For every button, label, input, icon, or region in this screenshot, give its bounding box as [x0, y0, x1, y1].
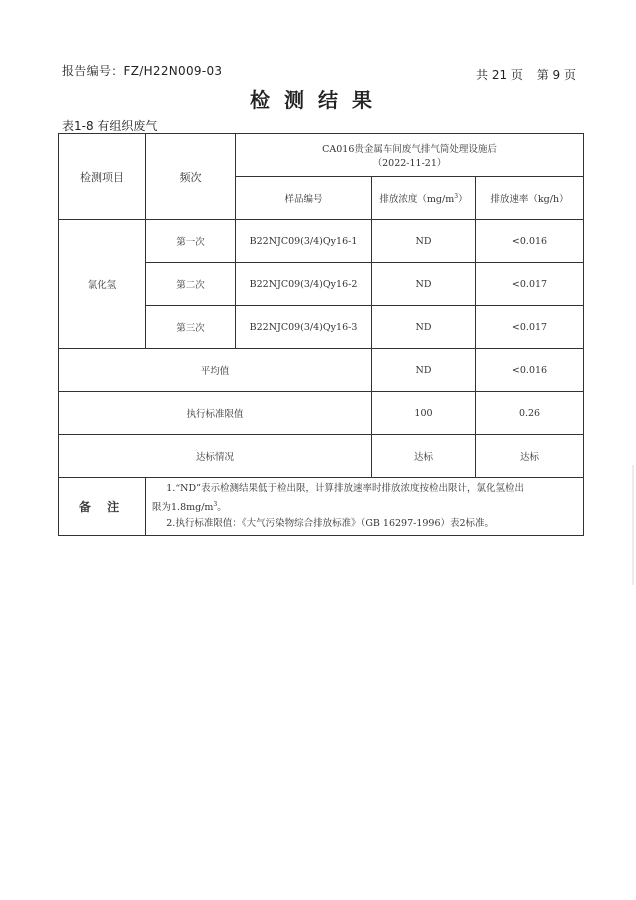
results-table	[58, 133, 584, 536]
scan-edge-mark	[632, 465, 634, 585]
header-item: 检测项目	[59, 134, 146, 220]
header-concentration: 排放浓度$(mg/m^3)$	[372, 177, 476, 220]
table-row	[59, 220, 584, 263]
limit-row	[59, 392, 584, 435]
average-row	[59, 349, 584, 392]
row-rate: <0.017	[476, 263, 584, 306]
row-sample-id: B22NJC09(3/4)Qy16-2	[236, 263, 372, 306]
row-concentration: ND	[372, 220, 476, 263]
compliance-label: 达标情况	[59, 435, 372, 478]
notes-row	[59, 478, 584, 536]
average-rate: <0.016	[476, 349, 584, 392]
header-sample-id: 样品编号	[236, 177, 372, 220]
row-concentration: ND	[372, 263, 476, 306]
row-frequency: 第二次	[146, 263, 236, 306]
compliance-rate: 达标	[476, 435, 584, 478]
notes-label: 备 注	[59, 478, 146, 536]
report-number: 报告编号：FZ/H22N009-03	[62, 64, 223, 78]
page-title: 检测结果	[250, 88, 386, 112]
row-sample-id: B22NJC09(3/4)Qy16-1	[236, 220, 372, 263]
row-concentration: ND	[372, 306, 476, 349]
row-frequency: 第三次	[146, 306, 236, 349]
row-rate: <0.017	[476, 306, 584, 349]
header-frequency: 频次	[146, 134, 236, 220]
page-indicator	[466, 66, 576, 83]
row-rate: <0.016	[476, 220, 584, 263]
limit-concentration: 100	[372, 392, 476, 435]
average-label: 平均值	[59, 349, 372, 392]
compliance-concentration: 达标	[372, 435, 476, 478]
page-number: 第 9 页	[536, 68, 576, 82]
header-facility	[236, 134, 584, 177]
header-rate: 排放速率（kg/h）	[476, 177, 584, 220]
note-2: 2.执行标准限值：《大气污染物综合排放标准》（GB 16297-1996）表2标准。	[166, 518, 495, 530]
average-concentration: ND	[372, 349, 476, 392]
limit-label: 执行标准限值	[59, 392, 372, 435]
limit-rate: 0.26	[476, 392, 584, 435]
total-pages: 共 21 页	[476, 68, 523, 82]
note-1: 1.“ND”表示检测结果低于检出限，计算排放速率时排放浓度按检出限计，氯化氢检出	[166, 483, 524, 494]
notes-content	[146, 478, 584, 536]
compliance-row	[59, 435, 584, 478]
table-caption: 表1-8 有组织废气	[62, 119, 158, 133]
row-frequency: 第一次	[146, 220, 236, 263]
pollutant-name: 氯化氢	[59, 220, 146, 349]
row-sample-id: B22NJC09(3/4)Qy16-3	[236, 306, 372, 349]
note-1-continued: 限为$1.8mg/m^3$。	[152, 501, 227, 514]
facility-name: CA016贵金属车间废气排气筒处理设施后	[322, 144, 497, 155]
sampling-date: （2022-11-21）	[372, 158, 447, 169]
